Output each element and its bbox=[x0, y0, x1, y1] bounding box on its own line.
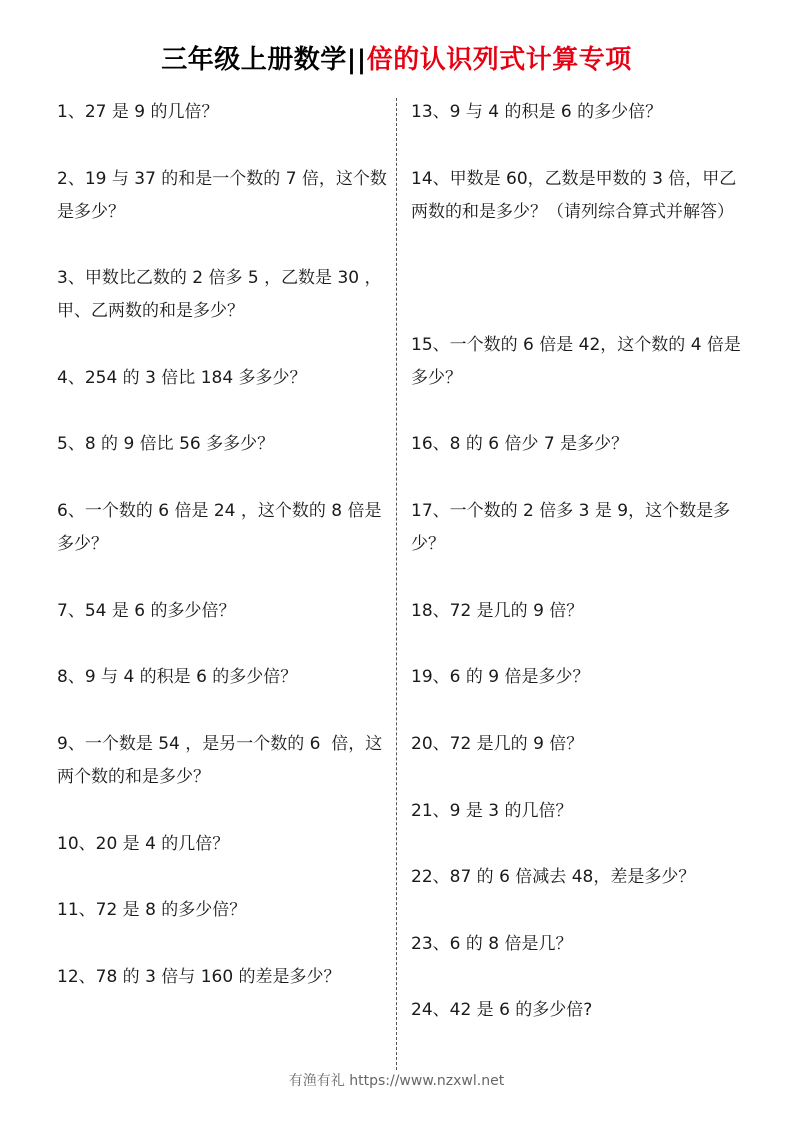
question-item: 18、72 是几的 9 倍？ bbox=[411, 601, 584, 621]
question-item: 5、8 的 9 倍比 56 多多少？ bbox=[57, 434, 275, 454]
question-item: 15、一个数的 6 倍是 42，这个数的 4 倍是多少？ bbox=[411, 335, 741, 388]
question-item: 20、72 是几的 9 倍？ bbox=[411, 734, 584, 754]
footer-watermark: 有渔有礼 https://www.nzxwl.net bbox=[288, 1073, 505, 1089]
title-topic: 倍的认识列式计算专项 bbox=[366, 45, 632, 75]
question-item: 11、72 是 8 的多少倍？ bbox=[57, 900, 247, 920]
question-item: 3、甲数比乙数的 2 倍多 5 ，乙数是 30 ，甲、乙两数的和是多少？ bbox=[57, 268, 382, 321]
column-divider bbox=[396, 98, 397, 1070]
question-item: 9、一个数是 54 ，是另一个数的 6 倍，这两个数的和是多少？ bbox=[57, 734, 383, 787]
question-item: 8、9 与 4 的积是 6 的多少倍？ bbox=[57, 667, 298, 687]
question-item: 7、54 是 6 的多少倍？ bbox=[57, 601, 236, 621]
question-item: 2、19 与 37 的和是一个数的 7 倍，这个数是多少？ bbox=[57, 169, 387, 222]
question-item: 24、42 是 6 的多少倍? bbox=[411, 1000, 593, 1020]
question-item: 23、6 的 8 倍是几？ bbox=[411, 934, 573, 954]
page-title bbox=[0, 40, 793, 80]
question-item: 14、甲数是 60，乙数是甲数的 3 倍，甲乙两数的和是多少？（请列综合算式并解答） bbox=[411, 169, 737, 222]
question-item: 22、87 的 6 倍减去 48，差是多少？ bbox=[411, 867, 696, 887]
question-item: 13、9 与 4 的积是 6 的多少倍？ bbox=[411, 102, 663, 122]
question-item: 16、8 的 6 倍少 7 是多少？ bbox=[411, 434, 629, 454]
question-item: 19、6 的 9 倍是多少？ bbox=[411, 667, 590, 687]
question-item: 4、254 的 3 倍比 184 多多少？ bbox=[57, 368, 307, 388]
question-item: 10、20 是 4 的几倍？ bbox=[57, 834, 230, 854]
question-item: 1、27 是 9 的几倍？ bbox=[57, 102, 219, 122]
question-item: 12、78 的 3 倍与 160 的差是多少？ bbox=[57, 967, 341, 987]
title-subject: 三年级上册数学|| bbox=[161, 45, 367, 75]
question-item: 21、9 是 3 的几倍？ bbox=[411, 801, 573, 821]
question-item: 17、一个数的 2 倍多 3 是 9，这个数是多少？ bbox=[411, 501, 731, 554]
question-item: 6、一个数的 6 倍是 24 ，这个数的 8 倍是多少？ bbox=[57, 501, 382, 554]
